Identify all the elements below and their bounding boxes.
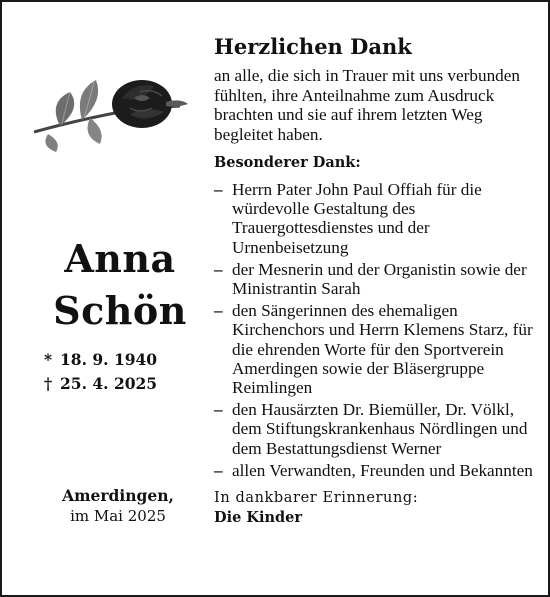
dash-icon: – xyxy=(214,460,223,480)
death-date: 25. 4. 2025 xyxy=(60,374,158,393)
list-item xyxy=(214,260,544,298)
list-item-text: den Sängerinnen des ehemaligen Kirchenchors und Herrn Klemens Starz, für die ehrenden Worte für den Sportverein Amerdingen sowie der Bläsergruppe Reimlingen xyxy=(232,301,533,398)
dash-icon: – xyxy=(214,400,223,420)
list-item-text: der Mesnerin und der Organistin sowie der Ministrantin Sarah xyxy=(232,259,527,299)
dash-icon: – xyxy=(214,180,223,199)
death-line xyxy=(44,372,204,396)
death-symbol: † xyxy=(44,374,53,393)
intro-text: an alle, die sich in Trauer mit uns verbunden fühlten, ihre Anteilnahme zum Ausdruck brachten und sie auf ihrem letzten Weg begleitet haben. xyxy=(214,66,520,144)
list-item-text: Herrn Pater John Paul Offiah für die würdevolle Gestaltung des Trauergottesdienstes und der Urnenbeisetzung xyxy=(232,180,482,257)
list-item xyxy=(214,461,544,480)
list-item-text: den Hausärzten Dr. Biemüller, Dr. Völkl, dem Stiftungskrankenhaus Nördlingen und dem Bestattungsdienst Werner xyxy=(232,400,528,458)
list-item xyxy=(214,400,544,458)
rose-icon xyxy=(30,62,190,162)
list-item-text: allen Verwandten, Freunden und Bekannten xyxy=(232,460,533,480)
life-dates xyxy=(44,348,204,396)
date-written: im Mai 2025 xyxy=(70,507,166,525)
special-thanks-heading: Besonderer Dank: xyxy=(214,154,361,171)
list-item xyxy=(214,180,544,257)
dash-icon: – xyxy=(214,301,223,321)
last-name: Schön xyxy=(53,288,187,333)
thanks-list xyxy=(214,180,544,480)
birth-symbol: * xyxy=(44,350,53,369)
left-column xyxy=(4,4,204,594)
place-and-date xyxy=(4,486,232,526)
closing-line: In dankbarer Erinnerung: xyxy=(214,490,419,507)
birth-line xyxy=(44,348,204,372)
dash-icon: – xyxy=(214,259,223,279)
right-column xyxy=(214,32,544,528)
list-item xyxy=(214,301,544,397)
signature: Die Kinder xyxy=(214,509,303,527)
thanks-heading: Herzlichen Dank xyxy=(214,34,412,59)
place-name: Amerdingen, xyxy=(62,486,174,505)
birth-date: 18. 9. 1940 xyxy=(60,350,158,369)
first-name: Anna xyxy=(64,236,176,281)
